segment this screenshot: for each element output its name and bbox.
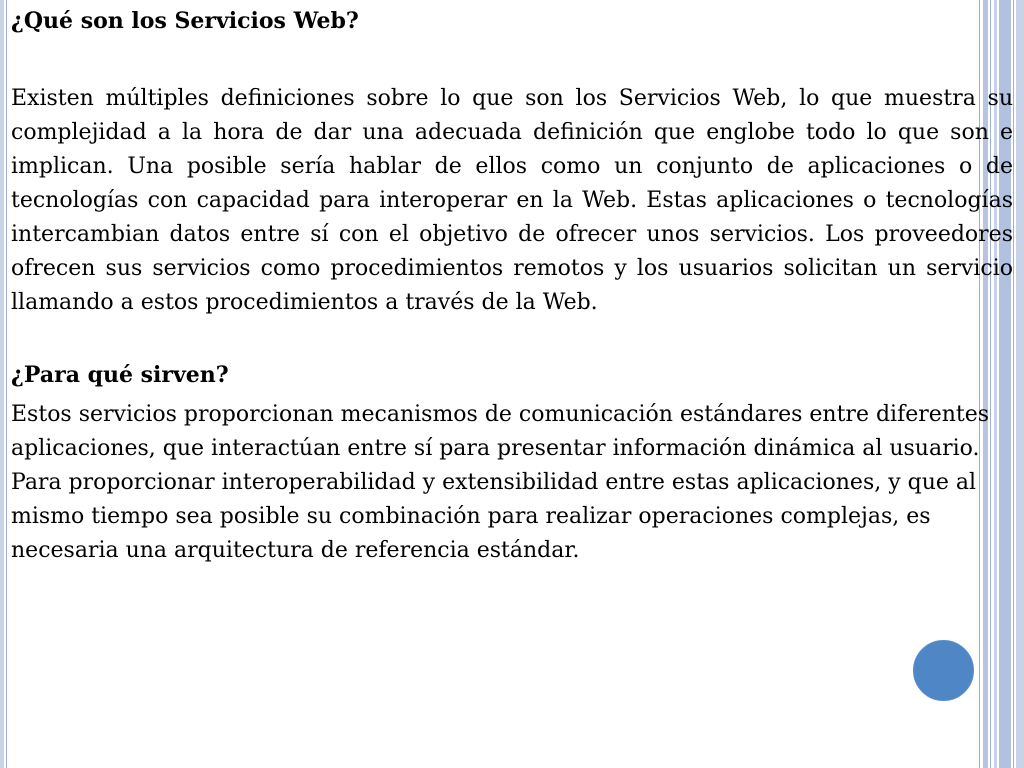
paragraph-purpose: Estos servicios proporcionan mecanismos de comunicación estándares entre diferentes aplicaciones, que interactúan entre sí para presentar información dinámica al usuario. Para proporcionar interoperabilidad y extensibilidad entre estas aplicaciones, y que al mismo tiempo sea posible su combinación para realizar operaciones complejas, es necesaria una arquitectura de referencia estándar. xyxy=(11,402,990,563)
section-heading-what-for: ¿Para qué sirven? xyxy=(11,362,229,388)
right-border-stripe xyxy=(1016,0,1024,768)
decorative-circle xyxy=(913,640,974,701)
paragraph-definition: Existen múltiples definiciones sobre lo que son los Servicios Web, lo que muestra su complejidad a la hora de dar una adecuada definición que englobe todo lo que son e implican. Una posible sería hablar de ellos como un conjunto de aplicaciones o de tecnologías con capacidad para interoperar en la Web. Estas aplicaciones o tecnologías intercambian datos entre sí con el objetivo de ofrecer unos servicios. Los proveedores ofrecen sus servicios como procedimientos remotos y los usuarios solicitan un servicio llamando a estos procedimientos a través de la Web. xyxy=(11,86,1013,315)
left-border-line xyxy=(6,0,7,768)
slide-content xyxy=(11,4,1013,568)
right-border-stripe xyxy=(1013,0,1014,768)
section-heading-what-are-web-services: ¿Qué son los Servicios Web? xyxy=(11,8,359,34)
left-border-stripe xyxy=(0,0,4,768)
